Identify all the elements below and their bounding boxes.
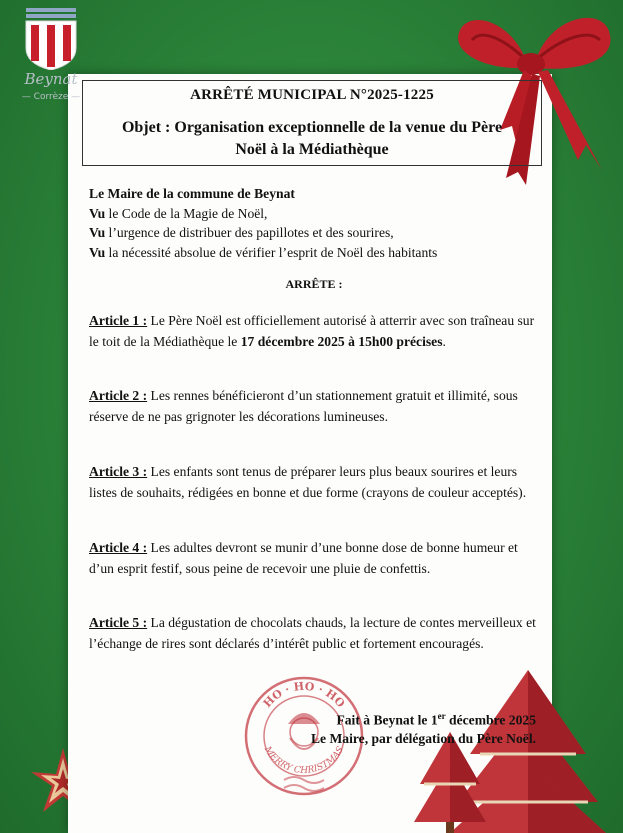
page-title: ARRÊTÉ MUNICIPAL N°2025-1225 bbox=[190, 87, 434, 103]
preamble-line-2: le Code de la Magie de Noël, bbox=[105, 205, 268, 221]
signature-date-end: décembre 2025 bbox=[445, 712, 536, 728]
article-text: Les enfants sont tenus de préparer leurs plus beaux sourires et leurs listes de souhaits, rédigées en bonne et due forme (crayons de couleur acceptés). bbox=[89, 464, 527, 500]
article-2 bbox=[89, 386, 541, 427]
article-text: Le Père Noël est officiellement autorisé à atterrir avec son traîneau sur le toit de la Médiathèque le bbox=[89, 313, 535, 349]
vu-label: Vu bbox=[89, 244, 106, 260]
article-1 bbox=[89, 311, 541, 352]
signature-date: Fait à Beynat le 1 bbox=[336, 712, 438, 728]
article-strong-date: 17 décembre 2025 à 15h00 précises bbox=[240, 333, 443, 349]
article-text: Les rennes bénéficieront d’un stationnement gratuit et illimité, sous réserve de ne pas grignoter les décorations lumineuses. bbox=[89, 388, 518, 424]
stamp-bottom-text: MERRY CHRISTMAS bbox=[261, 744, 347, 776]
article-3 bbox=[89, 462, 541, 503]
object-line-1: Objet : Organisation exceptionnelle de la venue du Père bbox=[121, 119, 503, 136]
article-label: Article 1 : bbox=[89, 313, 148, 328]
object-line-2: Noël à la Médiathèque bbox=[235, 141, 389, 158]
christmas-tree-icon bbox=[410, 662, 623, 833]
article-label: Article 2 : bbox=[89, 388, 148, 403]
signature-line-2: Le Maire, par délégation du Père Noël. bbox=[310, 731, 536, 746]
preamble-line-1: Le Maire de la commune de Beynat bbox=[89, 186, 295, 201]
title-box bbox=[82, 80, 542, 166]
signature-line-1 bbox=[200, 711, 536, 729]
object-title bbox=[83, 117, 541, 161]
preamble-line-4: la nécessité absolue de vérifier l’esprit de Noël des habitants bbox=[105, 244, 438, 260]
article-label: Article 3 : bbox=[89, 464, 148, 479]
logo-name: Beynat bbox=[24, 70, 78, 88]
article-text: Les adultes devront se munir d’une bonne dose de bonne humeur et d’un esprit festif, sous peine de recevoir une pluie de confettis. bbox=[89, 540, 518, 576]
preamble-line-3: l’urgence de distribuer des papillotes et des sourires, bbox=[105, 225, 394, 240]
article-5 bbox=[89, 613, 541, 654]
signature-ordinal: er bbox=[437, 711, 446, 721]
svg-text:HO · HO · HO bbox=[261, 680, 348, 711]
coat-of-arms-icon bbox=[20, 4, 82, 70]
vu-label: Vu bbox=[89, 225, 106, 240]
preamble bbox=[89, 184, 539, 262]
beynat-logo bbox=[20, 4, 82, 104]
article-label: Article 5 : bbox=[89, 615, 148, 630]
logo-subtitle: — Corrèze — bbox=[21, 92, 81, 102]
article-tail: . bbox=[442, 333, 446, 349]
vu-label: Vu bbox=[89, 205, 106, 221]
article-label: Article 4 : bbox=[89, 540, 148, 555]
article-4 bbox=[89, 538, 541, 579]
article-text: La dégustation de chocolats chauds, la lecture de contes merveilleux et l’échange de rires sont déclarés d’intérêt public et fortement encouragés. bbox=[89, 615, 536, 651]
stamp-top-text: HO · HO · HO bbox=[260, 679, 348, 711]
arrete-heading: ARRÊTE : bbox=[285, 277, 343, 291]
